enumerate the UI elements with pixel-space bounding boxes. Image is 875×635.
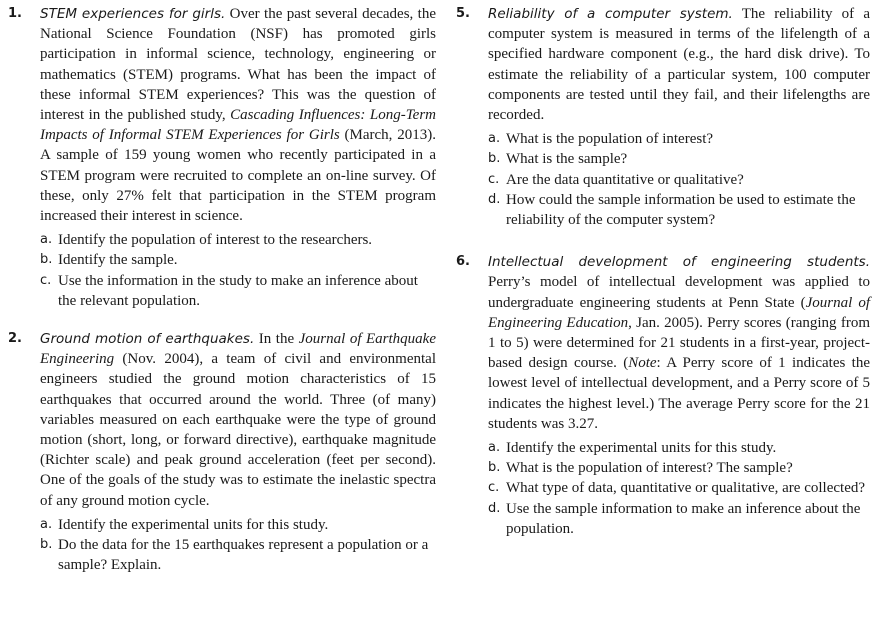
problem-body: (Nov. 2004), a team of civil and environmental engineers studied the ground motion characteristics of 15 earthquakes that occurred around the world. Three (of many) variables measured on each earthquake were the type of ground motion (short, long, or forward directive), earthquake magnitude (Richter scale) and peak ground acceleration (feet per second). One of the goals of the study was to estimate the inelastic spectra of any ground motion cycle. [40, 351, 436, 509]
problem-number: 6. [456, 254, 470, 270]
problem-statement [488, 4, 870, 125]
part-text: How could the sample information be used to estimate the reliability of the computer system? [506, 191, 856, 229]
study-source: Cascading Influences: Long-Term Impacts of Informal STEM Experiences for Girls [40, 107, 436, 144]
right-column [452, 4, 870, 539]
question-part [40, 271, 436, 311]
part-label: b. [40, 537, 53, 553]
part-text: Identify the population of interest to the researchers. [58, 232, 373, 249]
problem-body: Over the past several decades, the National Science Foundation (NSF) has promoted girls participation in informal science, technology, engineering or mathematics (STEM) programs. What has been the impact of these informal STEM experiences? This was the question of interest in the published study, [40, 6, 436, 124]
question-parts [40, 515, 436, 576]
problem-2 [4, 329, 436, 575]
part-label: c. [488, 171, 500, 187]
part-label: d. [488, 191, 501, 207]
part-label: a. [40, 232, 53, 248]
question-parts [40, 230, 436, 311]
problem-1 [4, 4, 436, 311]
question-parts [488, 438, 870, 539]
question-part [40, 230, 436, 250]
problem-number: 1. [8, 6, 22, 21]
part-label: c. [488, 480, 500, 496]
part-label: c. [40, 272, 52, 288]
part-text: What is the population of interest? [506, 131, 714, 148]
question-part [488, 190, 870, 230]
problem-title: Ground motion of earthquakes. [40, 331, 255, 348]
problem-body: In the [254, 331, 299, 348]
problem-statement [40, 329, 436, 511]
problem-body: The reliability of a computer system is measured in terms of the lifelength of a specified hardware component (e.g., the hard disk drive). To estimate the reliability of a particular system, 100 computer components are tested until they fail, and their lifelengths are recorded. [488, 6, 870, 124]
problem-title: Reliability of a computer system. [488, 6, 733, 22]
question-part [488, 478, 870, 498]
part-label: b. [488, 151, 501, 167]
part-text: Identify the experimental units for this study. [506, 440, 777, 457]
problem-body: : A Perry score of 1 indicates the lowest level of intellectual development, and a Perry score of 5 indicates the highest level.) The average Perry score for the 21 students was 3.27. [488, 355, 870, 432]
part-text: Use the information in the study to make an inference about the relevant population. [58, 272, 418, 309]
study-source: Journal of Earthquake Engineering [40, 331, 436, 368]
problem-5 [452, 4, 870, 230]
note-label: Note [628, 355, 657, 372]
part-label: a. [40, 516, 53, 532]
part-text: What is the sample? [506, 151, 628, 168]
part-text: Are the data quantitative or qualitative? [506, 171, 744, 188]
problem-title: Intellectual development of engineering students. [488, 254, 870, 271]
part-text: Use the sample information to make an inference about the population. [506, 500, 861, 537]
question-part [488, 170, 870, 190]
problem-number: 2. [8, 331, 22, 347]
problem-statement [40, 4, 436, 226]
question-part [40, 515, 436, 535]
problem-body: , Jan. 2005). Perry scores (ranging from 1 to 5) were determined for 21 students in a first-year, project-based design course. ( [488, 314, 870, 372]
left-column [4, 4, 436, 575]
part-label: a. [488, 440, 501, 456]
part-text: Identify the experimental units for this study. [58, 516, 329, 533]
problem-number: 5. [456, 6, 470, 21]
question-part [488, 499, 870, 539]
study-source: Journal of Engineering Education [488, 294, 870, 331]
part-label: b. [40, 252, 53, 268]
problem-body: Perry’s model of intellectual development was applied to undergraduate engineering students at Penn State ( [488, 274, 870, 311]
question-parts [488, 129, 870, 230]
problem-title: STEM experiences for girls. [40, 6, 226, 22]
question-part [488, 129, 870, 149]
part-text: What is the population of interest? The sample? [506, 460, 793, 477]
question-part [488, 458, 870, 478]
part-label: d. [488, 500, 501, 516]
question-part [488, 149, 870, 169]
part-text: Identify the sample. [58, 252, 178, 269]
problem-body: (March, 2013). A sample of 159 young women who recently participated in a STEM program were recruited to complete an on-line survey. Of these, only 27% felt that participation in the STEM program increased their interest in science. [40, 127, 436, 225]
part-text: Do the data for the 15 earthquakes represent a population or a sample? Explain. [58, 537, 429, 574]
problem-6 [452, 252, 870, 539]
question-part [40, 250, 436, 270]
question-part [40, 535, 436, 575]
part-text: What type of data, quantitative or qualitative, are collected? [506, 480, 866, 497]
part-label: a. [488, 131, 501, 147]
part-label: b. [488, 460, 501, 476]
question-part [488, 438, 870, 458]
problem-statement [488, 252, 870, 434]
